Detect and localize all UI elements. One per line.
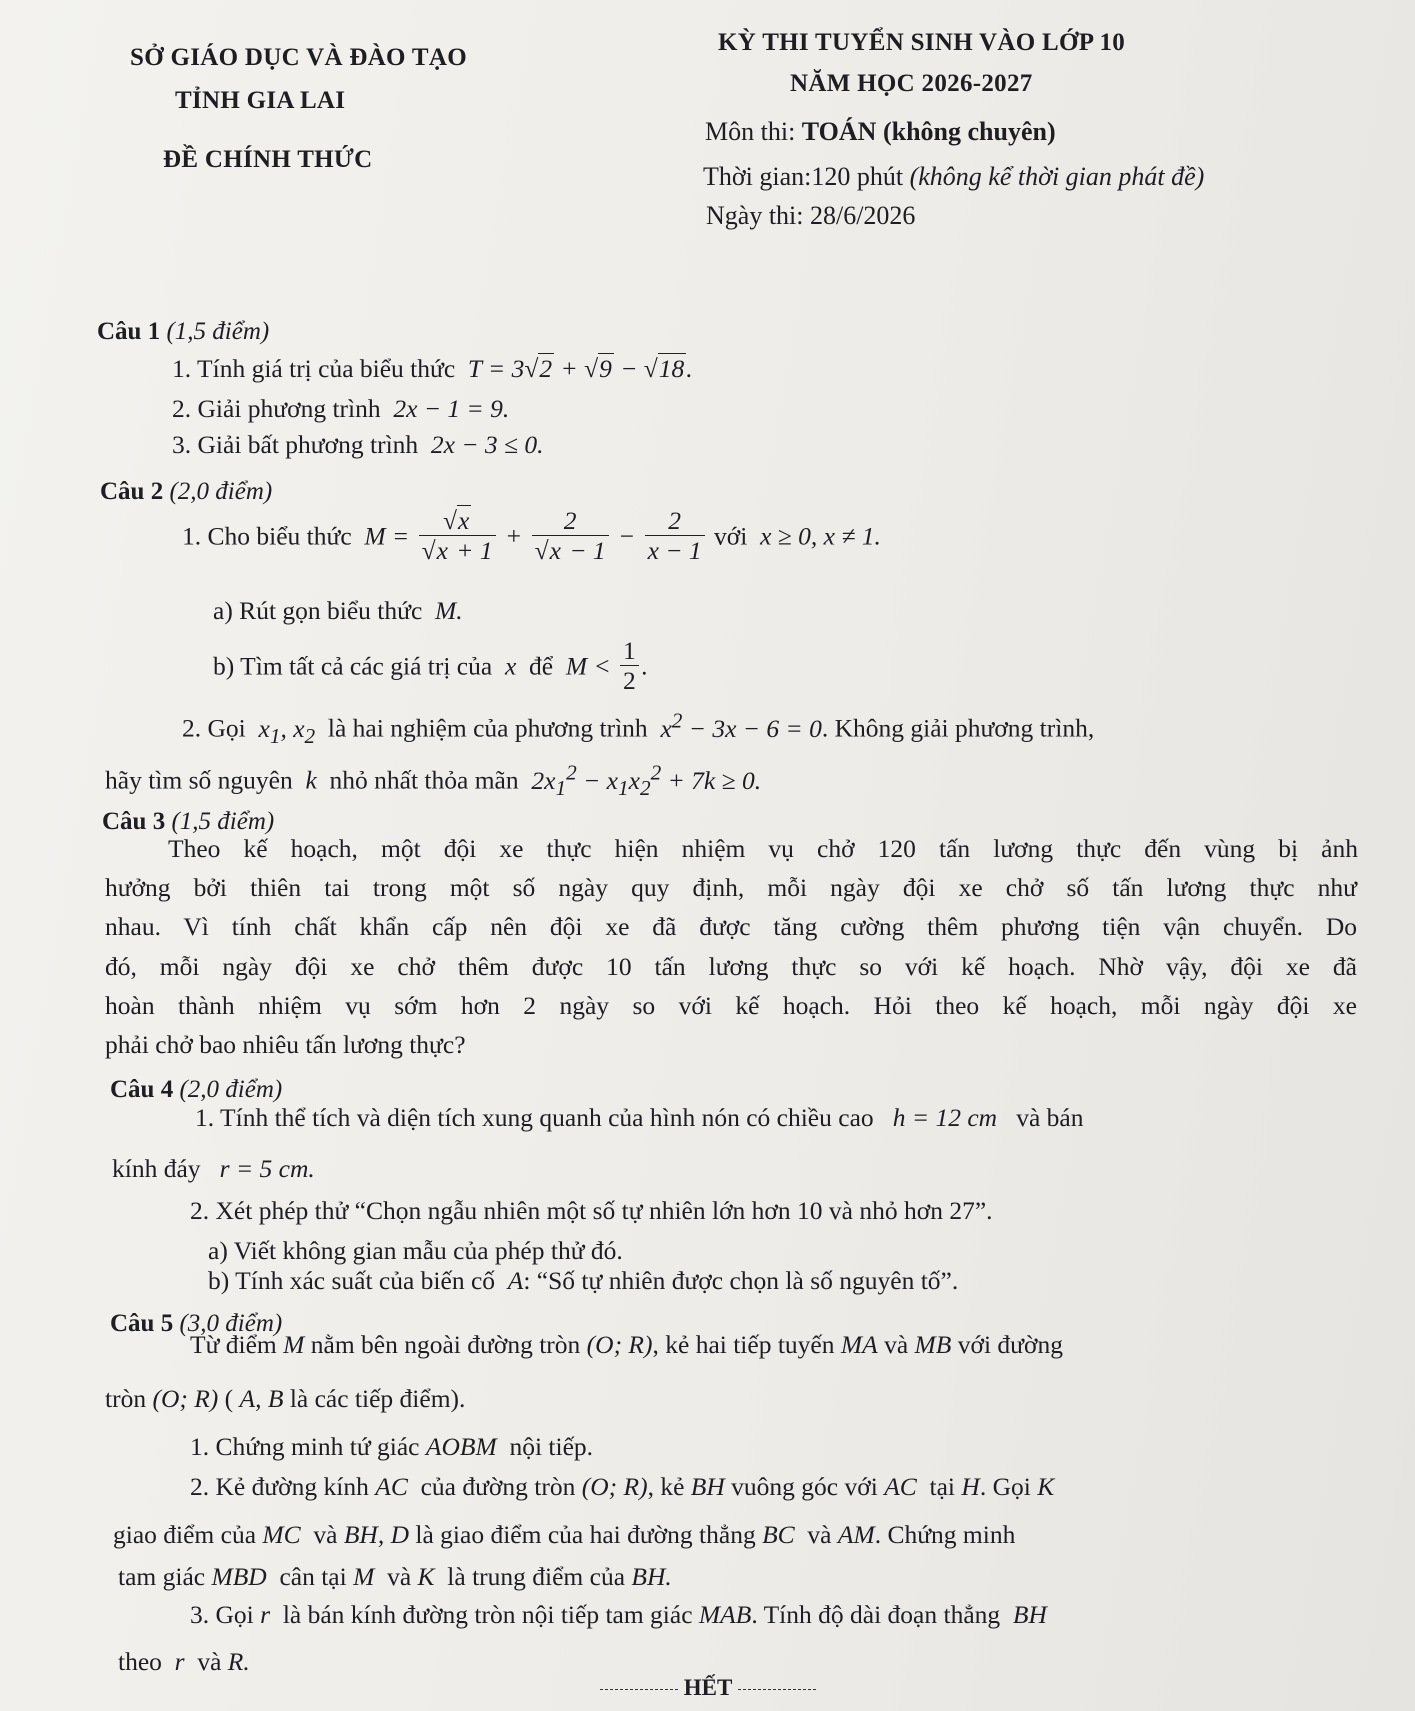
q2-item2-line2-text: hãy tìm số nguyên	[105, 765, 293, 795]
q5-intro-a: Từ điểm	[190, 1330, 277, 1359]
q2-item1b-text: b) Tìm tất cả các giá trị của	[213, 651, 493, 681]
province-name: TỈNH GIA LAI	[175, 87, 346, 114]
q5-item2-d: vuông góc với	[731, 1472, 878, 1501]
q5-intro-e: với đường	[957, 1330, 1063, 1359]
q2-fraction-1: $\frac{√x}{√x + 1}$	[419, 506, 496, 567]
q2-heading	[100, 478, 272, 506]
q1-item3	[172, 430, 544, 460]
time-line	[703, 162, 1204, 192]
q5-item3-c: . Tính độ dài đoạn thẳng	[751, 1600, 1001, 1629]
q2-item2: 2. Gọi $x_1$, $x_2$ là hai nghiệm của phương trình $x^2 - 3x - 6 = 0$. Không giải phương trình,	[182, 708, 1095, 748]
q5-item2l2-c: là giao điểm của hai đường thẳng	[415, 1520, 756, 1549]
q4-heading	[110, 1076, 282, 1104]
q1-item1-text: 1. Tính giá trị của biểu thức	[172, 354, 456, 383]
q5-intro-d: và	[884, 1330, 909, 1359]
q5-item1-b: nội tiếp.	[509, 1432, 594, 1461]
q5-item2-line3: tam giác MBD cân tại M và K là trung điểm của BH.	[118, 1562, 672, 1591]
q4-item1-tail: và bán	[1016, 1103, 1084, 1132]
q1-heading	[97, 318, 269, 346]
q2-title: Câu 2	[100, 478, 164, 505]
q5-title: Câu 5	[110, 1310, 174, 1337]
q5-item3: 3. Gọi r là bán kính đường tròn nội tiếp tam giác MAB. Tính độ dài đoạn thẳng BH	[190, 1600, 1047, 1629]
q1-item2-equation: 2x − 1 = 9.	[387, 394, 510, 423]
q5-points: (3,0 điểm)	[179, 1310, 283, 1337]
q4-item2b: b) Tính xác suất của biến cố A: “Số tự nhiên được chọn là số nguyên tố”.	[208, 1266, 959, 1295]
end-dash-right	[738, 1689, 816, 1690]
q2-item1-text: 1. Cho biểu thức	[182, 521, 352, 551]
q4-item2b-text: b) Tính xác suất của biến cố	[208, 1266, 496, 1295]
q3-line-3: nhau. Vì tính chất khẩn cấp nên đội xe đã được tăng cường thêm phương tiện vận chuyển. Do	[105, 912, 1357, 941]
exam-title: KỲ THI TUYỂN SINH VÀO LỚP 10	[718, 29, 1126, 56]
q5-item2l2-b: và	[313, 1520, 338, 1549]
q5-item2-c: , kẻ	[647, 1472, 685, 1501]
q1-title: Câu 1	[97, 318, 161, 345]
q4-item1-line2: kính đáy r = 5 cm.	[112, 1154, 315, 1183]
q5-item2-e: tại	[929, 1472, 956, 1501]
department-name: SỞ GIÁO DỤC VÀ ĐÀO TẠO	[130, 44, 467, 71]
q4-title: Câu 4	[110, 1076, 174, 1103]
q5-intro-c: , kẻ hai tiếp tuyến	[652, 1330, 835, 1359]
end-label: HẾT	[683, 1675, 733, 1700]
q3-line-6: phải chở bao nhiêu tấn lương thực?	[105, 1030, 466, 1059]
q1-item3-text: 3. Giải bất phương trình	[172, 430, 419, 459]
q5-intro2-a: tròn	[105, 1384, 147, 1413]
q2-item1a: a) Rút gọn biểu thức M.	[213, 596, 463, 625]
q2-item2-text: 2. Gọi	[182, 713, 246, 743]
q2-item1b-mid: để	[529, 651, 554, 681]
q5-item3-line2: theo r và R.	[118, 1647, 250, 1676]
q1-points: (1,5 điểm)	[166, 318, 270, 345]
q5-intro-line2: tròn (O; R) ( A, B là các tiếp điểm).	[105, 1384, 466, 1413]
q3-points: (1,5 điểm)	[171, 808, 275, 835]
q5-item3l2-b: và	[197, 1647, 222, 1676]
q3-heading	[102, 808, 274, 836]
time-label: Thời gian:120 phút	[703, 162, 904, 191]
q5-item2l3-a: tam giác	[118, 1562, 206, 1591]
q5-item2l3-b: cân tại	[279, 1562, 347, 1591]
q2-item1: 1. Cho biểu thức M = $\frac{√x}{√x + 1}$ + $\frac{2}{√x - 1}$ − $\frac{2}{x - 1}$ với x ≥ 0, x ≠ 1.	[182, 506, 881, 566]
q4-item2b-tail: : “Số tự nhiên được chọn là số nguyên tố”.	[523, 1266, 959, 1295]
subject-value: TOÁN (không chuyên)	[801, 117, 1056, 146]
end-dash-left	[600, 1689, 678, 1690]
q2-item2-mid: là hai nghiệm của phương trình	[327, 713, 648, 743]
q5-item2l3-c: và	[387, 1562, 412, 1591]
q2-fraction-2: $\frac{2}{√x - 1}$	[532, 506, 609, 567]
q4-item1: 1. Tính thể tích và diện tích xung quanh của hình nón có chiều cao h = 12 cm và bán	[195, 1103, 1084, 1132]
school-year: NĂM HỌC 2026-2027	[790, 70, 1033, 97]
q5-item2: 2. Kẻ đường kính AC của đường tròn (O; R), kẻ BH vuông góc với AC tại H. Gọi K	[190, 1472, 1055, 1501]
q4-item1-text: 1. Tính thể tích và diện tích xung quanh của hình nón có chiều cao	[195, 1103, 874, 1132]
q5-item2l2-e: . Chứng minh	[874, 1520, 1016, 1549]
q4-points: (2,0 điểm)	[179, 1076, 283, 1103]
q2-item2-line2-mid: nhỏ nhất thỏa mãn	[329, 765, 519, 795]
q4-item2: 2. Xét phép thử “Chọn ngẫu nhiên một số tự nhiên lớn hơn 10 và nhỏ hơn 27”.	[190, 1196, 993, 1225]
q5-item2l2-d: và	[807, 1520, 832, 1549]
exam-date: Ngày thi: 28/6/2026	[706, 201, 916, 230]
q5-item3-a: 3. Gọi	[190, 1600, 254, 1629]
q1-item2-text: 2. Giải phương trình	[172, 394, 381, 423]
q2-item1b: b) Tìm tất cả các giá trị của x để M < $\frac{1}{2}$ .	[213, 636, 649, 696]
q1-item1	[172, 354, 693, 384]
q5-intro: Từ điểm M nằm bên ngoài đường tròn (O; R), kẻ hai tiếp tuyến MA và MB với đường	[190, 1330, 1063, 1359]
q5-intro2-b: (	[224, 1384, 234, 1413]
q5-item2l2-a: giao điểm của	[113, 1520, 257, 1549]
time-note: (không kể thời gian phát đề)	[909, 162, 1205, 191]
q2-item2-tail: . Không giải phương trình,	[821, 713, 1095, 743]
q5-item3-b: là bán kính đường tròn nội tiếp tam giác	[282, 1600, 693, 1629]
q3-title: Câu 3	[102, 808, 166, 835]
q5-item1: 1. Chứng minh tứ giác AOBM nội tiếp.	[190, 1432, 594, 1461]
q5-item2-b: của đường tròn	[420, 1472, 576, 1501]
q2-expression-m: M =	[358, 521, 410, 551]
q4-item2a: a) Viết không gian mẫu của phép thử đó.	[208, 1236, 623, 1265]
q2-item2-line2: hãy tìm số nguyên k nhỏ nhất thỏa mãn $2x_1^2 - x_1x_2^2 + 7k \ge 0$.	[105, 760, 762, 800]
q2-half-fraction: $\frac{1}{2}$	[620, 636, 639, 697]
q5-intro2-c: là các tiếp điểm).	[289, 1384, 466, 1413]
end-marker	[600, 1675, 816, 1701]
q5-item2-f: . Gọi	[979, 1472, 1031, 1501]
q5-item2l3-d: là trung điểm của	[447, 1562, 626, 1591]
q5-intro-b: nằm bên ngoài đường tròn	[310, 1330, 581, 1359]
q3-line-2: hưởng bởi thiên tai trong một số ngày quy định, mỗi ngày đội xe chở số tấn lương thực như	[105, 873, 1357, 902]
q4-item1-line2-text: kính đáy	[112, 1154, 201, 1183]
q2-item1a-text: a) Rút gọn biểu thức	[213, 596, 423, 625]
subject-label: Môn thi:	[705, 117, 796, 146]
q2-fraction-3: $\frac{2}{x - 1}$	[645, 506, 705, 567]
q1-item2	[172, 394, 509, 424]
q1-item3-inequality: 2x − 3 ≤ 0.	[424, 430, 544, 459]
q1-item1-expression: T = 3√2 + √9 − √18.	[461, 354, 693, 383]
q3-line-1: Theo kế hoạch, một đội xe thực hiện nhiệm vụ chở 120 tấn lương thực đến vùng bị ảnh	[168, 834, 1358, 863]
q2-condition-word: với	[714, 521, 748, 551]
q5-item2-a: 2. Kẻ đường kính	[190, 1472, 369, 1501]
q5-item2-line2: giao điểm của MC và BH, D là giao điểm của hai đường thẳng BC và AM. Chứng minh	[113, 1520, 1016, 1549]
q3-line-4: đó, mỗi ngày đội xe chở thêm được 10 tấn lương thực so với kế hoạch. Nhờ vậy, đội xe đã	[105, 952, 1357, 981]
subject-line	[705, 117, 1056, 147]
q3-line-5: hoàn thành nhiệm vụ sớm hơn 2 ngày so với kế hoạch. Hỏi theo kế hoạch, mỗi ngày đội xe	[105, 991, 1357, 1020]
q5-item3l2-a: theo	[118, 1647, 162, 1676]
official-exam-label: ĐỀ CHÍNH THỨC	[163, 146, 373, 173]
q5-item1-a: 1. Chứng minh tứ giác	[190, 1432, 420, 1461]
q2-condition: x ≥ 0, x ≠ 1.	[753, 521, 881, 551]
q2-points: (2,0 điểm)	[169, 478, 273, 505]
